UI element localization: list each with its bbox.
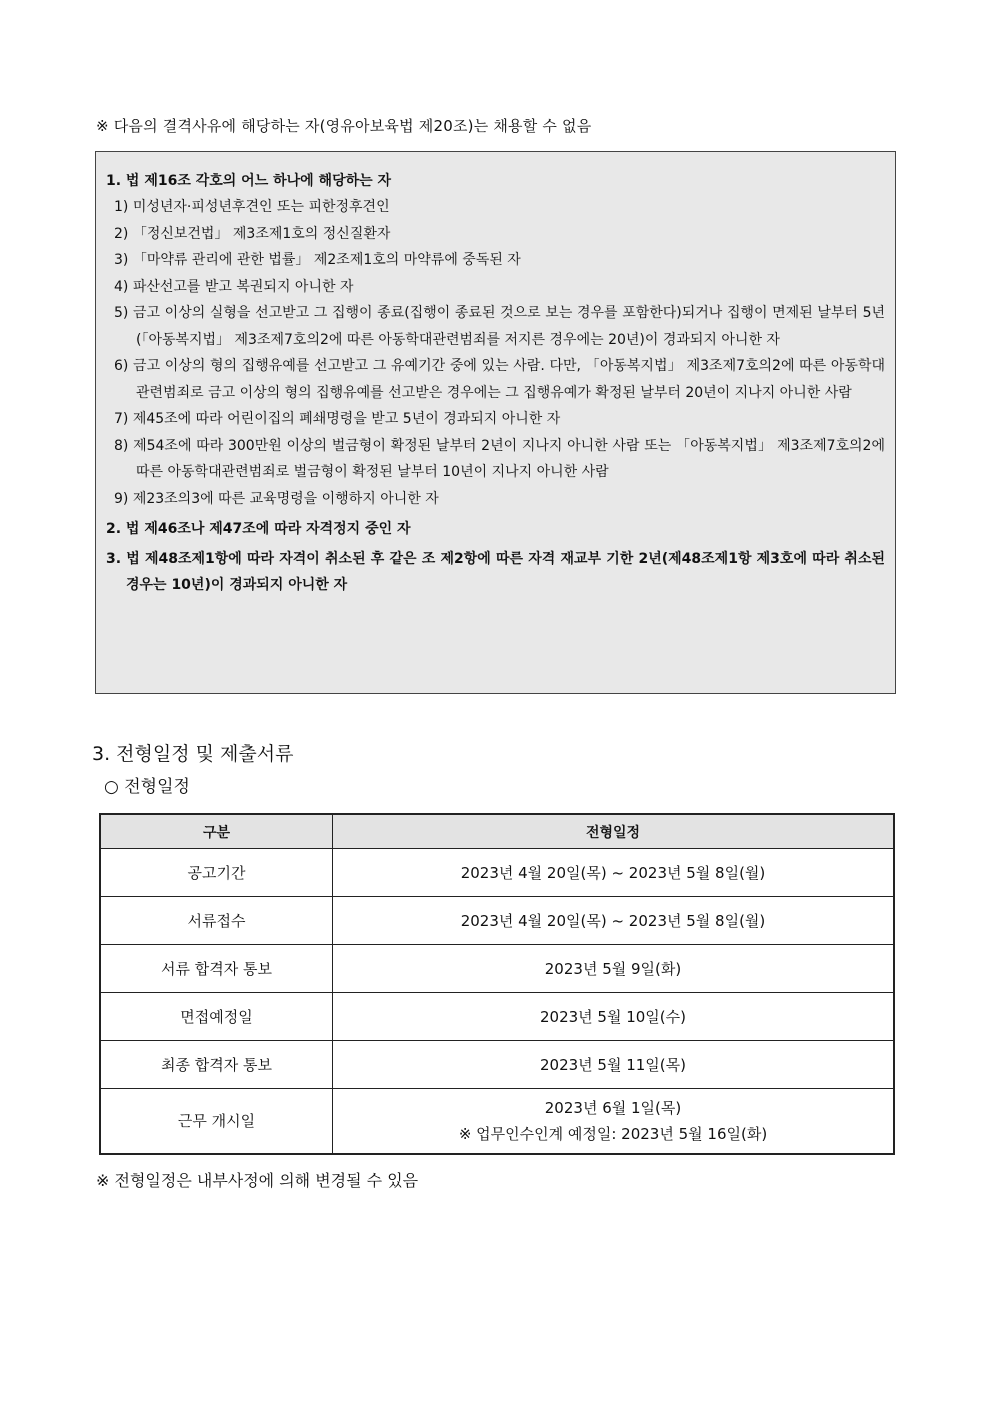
sub-item: 9) 제23조의3에 따른 교육명령을 이행하지 아니한 자 [114,490,439,507]
row-value: 2023년 5월 11일(목) [333,1041,895,1089]
disqualification-item-3: 3. 법 제48조제1항에 따라 자격이 취소된 후 같은 조 제2항에 따른 자격 재교부 기한 2년(제48조제1항 제3호에 따라 취소된 경우는 10년)이 경과되지 아니한 자 [106,551,885,593]
header-category: 구분 [100,814,333,849]
row-label: 근무 개시일 [100,1089,333,1155]
disqualification-box [95,151,896,694]
table-row [100,945,894,993]
row-value: 2023년 4월 20일(목) ~ 2023년 5월 8일(월) [333,897,895,945]
row-value [333,1089,895,1155]
table-row [100,897,894,945]
row-label: 공고기간 [100,849,333,897]
header-schedule: 전형일정 [333,814,895,849]
table-row [100,993,894,1041]
table-row [100,1041,894,1089]
sub-item: 6) 금고 이상의 형의 집행유예를 선고받고 그 유예기간 중에 있는 사람. 다만, 「아동복지법」 제3조제7호의2에 따른 아동학대관련범죄로 금고 이상의 형의 집행유예를 선고받은 경우에는 그 집행유예가 확정된 날부터 20년이 지나지 아니한 사람 [114,358,885,401]
sub-item: 5) 금고 이상의 실형을 선고받고 그 집행이 종료(집행이 종료된 것으로 보는 경우를 포함한다)되거나 집행이 면제된 날부터 5년(「아동복지법」 제3조제7호의2에 따른 아동학대관련범죄를 저지른 경우에는 20년)이 경과되지 아니한 자 [114,305,885,348]
sub-item: 8) 제54조에 따라 300만원 이상의 벌금형이 확정된 날부터 2년이 지나지 아니한 사람 또는 「아동복지법」 제3조제7호의2에 따른 아동학대관련범죄로 벌금형이 확정된 날부터 10년이 지나지 아니한 사람 [114,437,885,480]
row-label: 최종 합격자 통보 [100,1041,333,1089]
sub-item: 3) 「마약류 관리에 관한 법률」 제2조제1호의 마약류에 중독된 자 [114,252,521,268]
row-value: 2023년 4월 20일(목) ~ 2023년 5월 8일(월) [333,849,895,897]
sub-item: 2) 「정신보건법」 제3조제1호의 정신질환자 [114,225,391,242]
section-title: 3. 전형일정 및 제출서류 [92,743,294,765]
row-value: 2023년 5월 9일(화) [333,945,895,993]
row-label: 서류 합격자 통보 [100,945,333,993]
schedule-footnote: ※ 전형일정은 내부사정에 의해 변경될 수 있음 [96,1171,419,1190]
disqualification-item-2: 2. 법 제46조나 제47조에 따라 자격정지 중인 자 [106,521,411,537]
sub-item: 1) 미성년자·피성년후견인 또는 피한정후견인 [114,199,390,215]
start-date: 2023년 6월 1일(목) [544,1099,682,1117]
table-row [100,849,894,897]
handover-note: ※ 업무인수인계 예정일: 2023년 5월 16일(화) [458,1125,768,1143]
sub-item: 7) 제45조에 따라 어린이집의 폐쇄명령을 받고 5년이 경과되지 아니한 자 [114,411,561,427]
sub-item: 4) 파산선고를 받고 복권되지 아니한 자 [114,278,354,295]
schedule-table [99,813,895,1155]
subsection-title: ○ 전형일정 [104,777,190,797]
disqualification-item-1: 1. 법 제16조 각호의 어느 하나에 해당하는 자 [106,173,392,189]
table-row [100,1089,894,1155]
row-value: 2023년 5월 10일(수) [333,993,895,1041]
row-label: 서류접수 [100,897,333,945]
disqualification-notice: ※ 다음의 결격사유에 해당하는 자(영유아보육법 제20조)는 채용할 수 없음 [96,117,592,135]
row-label: 면접예정일 [100,993,333,1041]
table-header-row [100,814,894,849]
